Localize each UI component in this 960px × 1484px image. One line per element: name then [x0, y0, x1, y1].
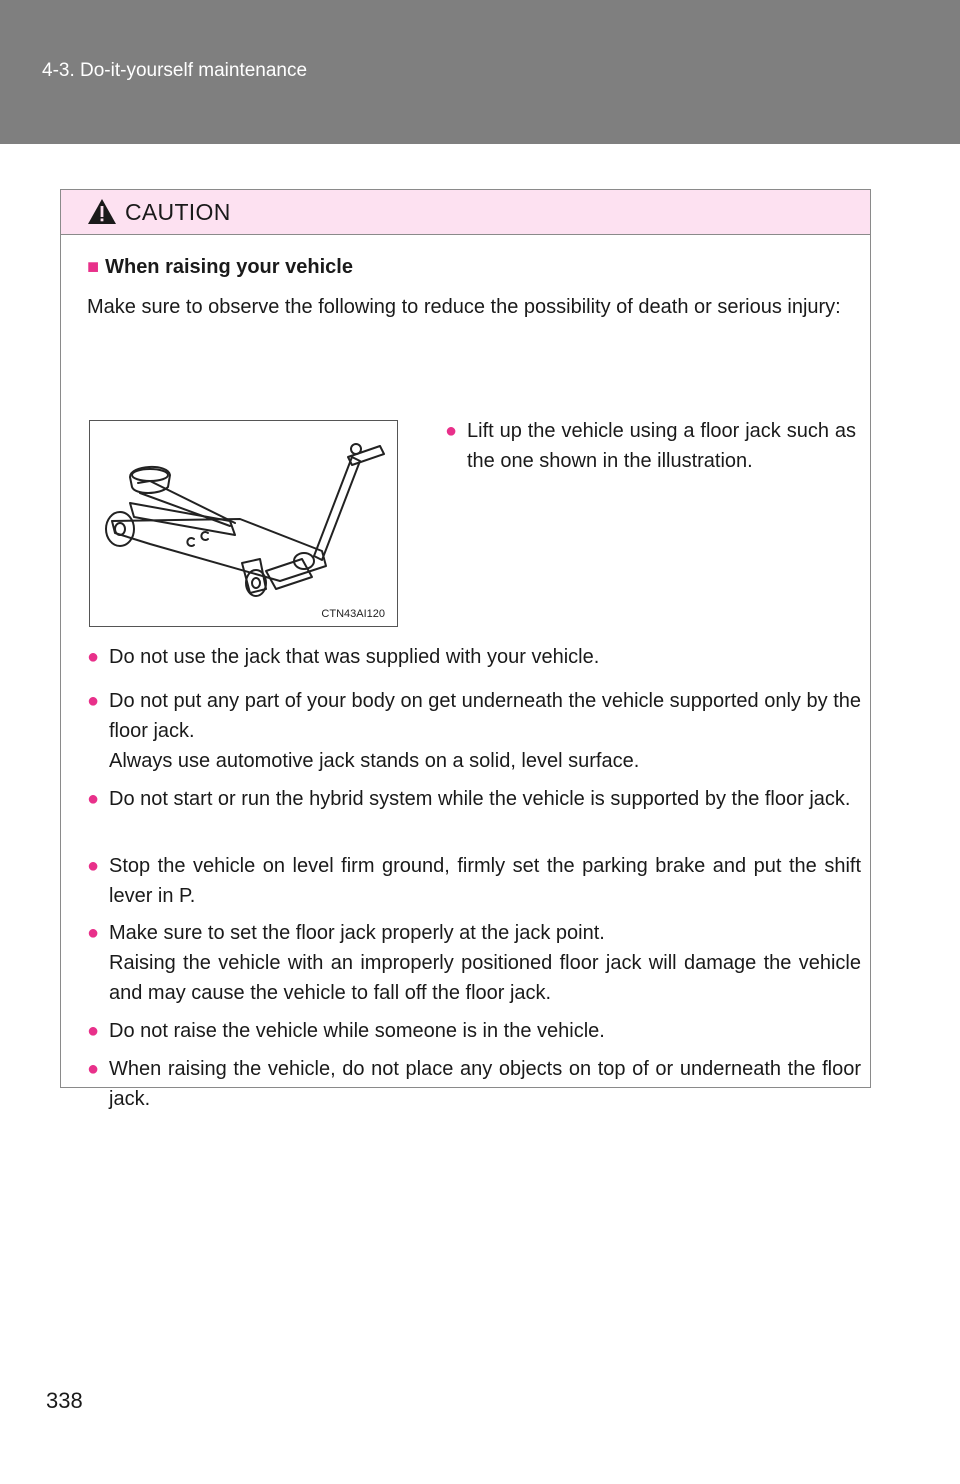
page-header [0, 0, 960, 144]
caution-header [61, 190, 870, 235]
intro-text: Make sure to observe the following to reduce the possibility of death or serious injury: [87, 296, 841, 318]
circle-bullet-icon: ● [87, 922, 100, 944]
circle-bullet-icon: ● [87, 1020, 100, 1042]
list-item: ● Lift up the vehicle using a floor jack such as the one shown in the illustration. [467, 416, 856, 476]
floor-jack-illustration [89, 420, 398, 627]
circle-bullet-icon: ● [87, 788, 100, 810]
circle-bullet-icon: ● [87, 855, 100, 877]
section-heading [87, 256, 353, 279]
section-title: 4-3. Do-it-yourself maintenance [42, 60, 308, 81]
circle-bullet-icon: ● [87, 1058, 100, 1080]
caution-box [60, 189, 871, 1110]
list-item: ● Make sure to set the floor jack properly at the jack point. Raising the vehicle with an improperly positioned floor jack will damage the vehicle and may cause the vehicle to fall off the floor jack. [109, 918, 861, 1008]
square-bullet-icon: ■ [87, 256, 100, 278]
caution-label: CAUTION [125, 199, 231, 225]
list-item: ● Do not raise the vehicle while someone is in the vehicle. [109, 1016, 861, 1046]
list-item: ● Do not use the jack that was supplied with your vehicle. [109, 642, 861, 672]
warning-triangle-icon [87, 198, 117, 225]
floor-jack-icon [90, 421, 397, 626]
list-item: ● Do not put any part of your body on get underneath the vehicle supported only by the floor jack. Always use automotive jack stands on a solid, level surface. [109, 686, 861, 776]
list-item: ● Stop the vehicle on level firm ground, firmly set the parking brake and put the shift lever in P. [109, 851, 861, 911]
circle-bullet-icon: ● [87, 690, 100, 712]
list-item: ● When raising the vehicle, do not place any objects on top of or underneath the floor jack. [109, 1054, 861, 1114]
page-number: 338 [46, 1388, 83, 1413]
circle-bullet-icon: ● [445, 420, 458, 442]
figure-code: CTN43AI120 [321, 608, 385, 620]
circle-bullet-icon: ● [87, 646, 100, 668]
list-item: ● Do not start or run the hybrid system while the vehicle is supported by the floor jack. [109, 784, 861, 814]
heading-text: When raising your vehicle [105, 256, 353, 278]
